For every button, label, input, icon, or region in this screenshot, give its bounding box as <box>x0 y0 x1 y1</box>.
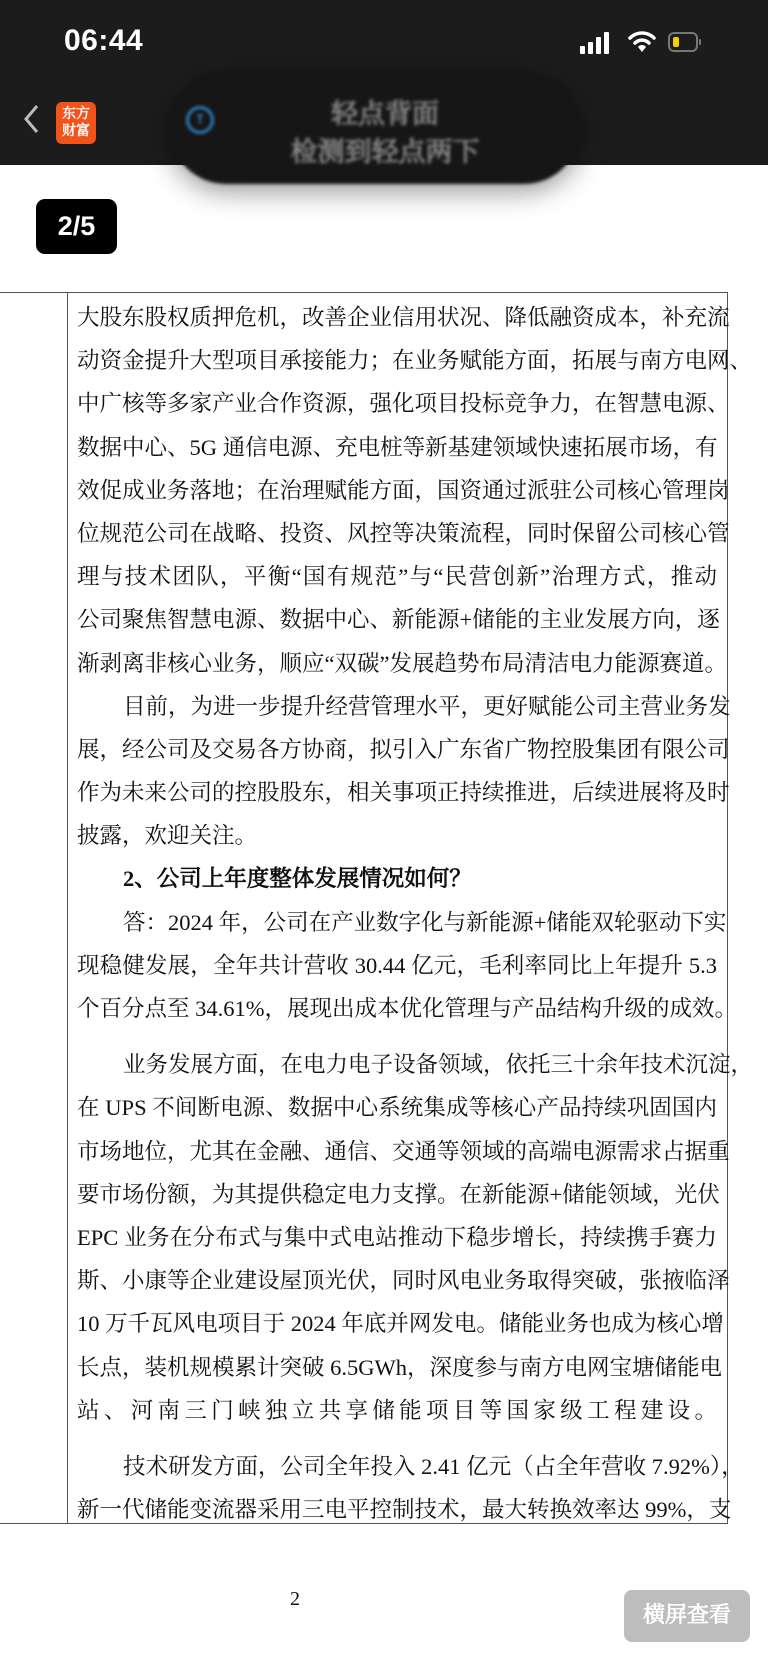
logo-text-line1: 东方 <box>62 106 90 122</box>
text-line: 业务发展方面，在电力电子设备领域，依托三十余年技术沉淀， <box>123 1052 754 1078</box>
status-time: 06:44 <box>64 24 144 57</box>
text-line: 渐剥离非核心业务，顺应“双碳”发展趋势布局清洁电力能源赛道。 <box>77 650 727 676</box>
table-column-divider <box>67 292 68 1524</box>
text-line: 10 万千瓦风电项目于 2024 年底并网发电。储能业务也成为核心增 <box>77 1311 724 1337</box>
text-line: 斯、小康等企业建设屋顶光伏，同时风电业务取得突破，张掖临泽 <box>77 1268 730 1294</box>
wifi-icon <box>628 30 656 54</box>
app-logo[interactable] <box>56 102 96 144</box>
text-line: 公司聚焦智慧电源、数据中心、新能源+储能的主业发展方向，逐 <box>77 607 720 633</box>
text-line: 位规范公司在战略、投资、风控等决策流程，同时保留公司核心管 <box>77 520 730 546</box>
page-number: 2 <box>290 1588 300 1610</box>
text-line: 长点，装机规模累计突破 6.5GWh，深度参与南方电网宝塘储能电 <box>77 1354 722 1380</box>
text-line: 动资金提升大型项目承接能力；在业务赋能方面，拓展与南方电网、 <box>77 348 753 374</box>
back-tap-toast <box>170 72 580 184</box>
text-line: 披露，欢迎关注。 <box>77 823 258 849</box>
section-heading: 2、公司上年度整体发展情况如何？ <box>123 866 472 892</box>
text-line: 新一代储能变流器采用三电平控制技术，最大转换效率达 99%，支 <box>77 1497 732 1523</box>
text-line: 数据中心、5G 通信电源、充电桩等新基建领域快速拓展市场，有 <box>77 434 718 460</box>
text-line: 技术研发方面，公司全年投入 2.41 亿元（占全年营收 7.92%）， <box>123 1453 744 1479</box>
cellular-signal-icon <box>580 32 609 54</box>
toast-subtitle: 检测到轻点两下 <box>290 137 480 168</box>
text-line: 大股东股权质押危机，改善企业信用状况、降低融资成本，补充流 <box>77 305 730 330</box>
text-line: 效促成业务落地；在治理赋能方面，国资通过派驻公司核心管理岗 <box>77 477 730 503</box>
text-line: 理与技术团队，平衡“国有规范”与“民营创新”治理方式，推动 <box>77 564 717 590</box>
text-line: 站、河南三门峡独立共享储能项目等国家级工程建设。 <box>77 1397 717 1423</box>
logo-text-line2: 财富 <box>62 123 90 139</box>
accessibility-icon: ↑ <box>186 106 214 134</box>
text-line: 中广核等多家产业合作资源，强化项目投标竞争力，在智慧电源、 <box>77 391 730 417</box>
toast-title: 轻点背面 <box>331 99 439 130</box>
text-line: 目前，为进一步提升经营管理水平，更好赋能公司主营业务发 <box>123 693 731 719</box>
text-line: 要市场份额，为其提供稳定电力支撑。在新能源+储能领域，光伏 <box>77 1181 720 1207</box>
document-body <box>77 296 754 1531</box>
page-indicator: 2/5 <box>36 199 117 254</box>
text-line: 在 UPS 不间断电源、数据中心系统集成等核心产品持续巩固国内 <box>77 1095 717 1121</box>
battery-icon <box>668 32 698 52</box>
text-line: 市场地位，尤其在金融、通信、交通等领域的高端电源需求占据重 <box>77 1138 730 1164</box>
text-line: 现稳健发展，全年共计营收 30.44 亿元，毛利率同比上年提升 5.3 <box>77 952 717 978</box>
text-line: 作为未来公司的控股股东，相关事项正持续推进，后续进展将及时 <box>77 780 730 806</box>
back-chevron-icon[interactable] <box>22 104 40 134</box>
landscape-view-button[interactable]: 横屏查看 <box>624 1590 750 1642</box>
text-line: 展，经公司及交易各方协商，拟引入广东省广物控股集团有限公司 <box>77 736 730 762</box>
text-line: EPC 业务在分布式与集中式电站推动下稳步增长，持续携手赛力 <box>77 1224 717 1250</box>
text-line: 个百分点至 34.61%，展现出成本优化管理与产品结构升级的成效。 <box>77 996 737 1021</box>
text-line: 答：2024 年，公司在产业数字化与新能源+储能双轮驱动下实 <box>123 909 727 935</box>
